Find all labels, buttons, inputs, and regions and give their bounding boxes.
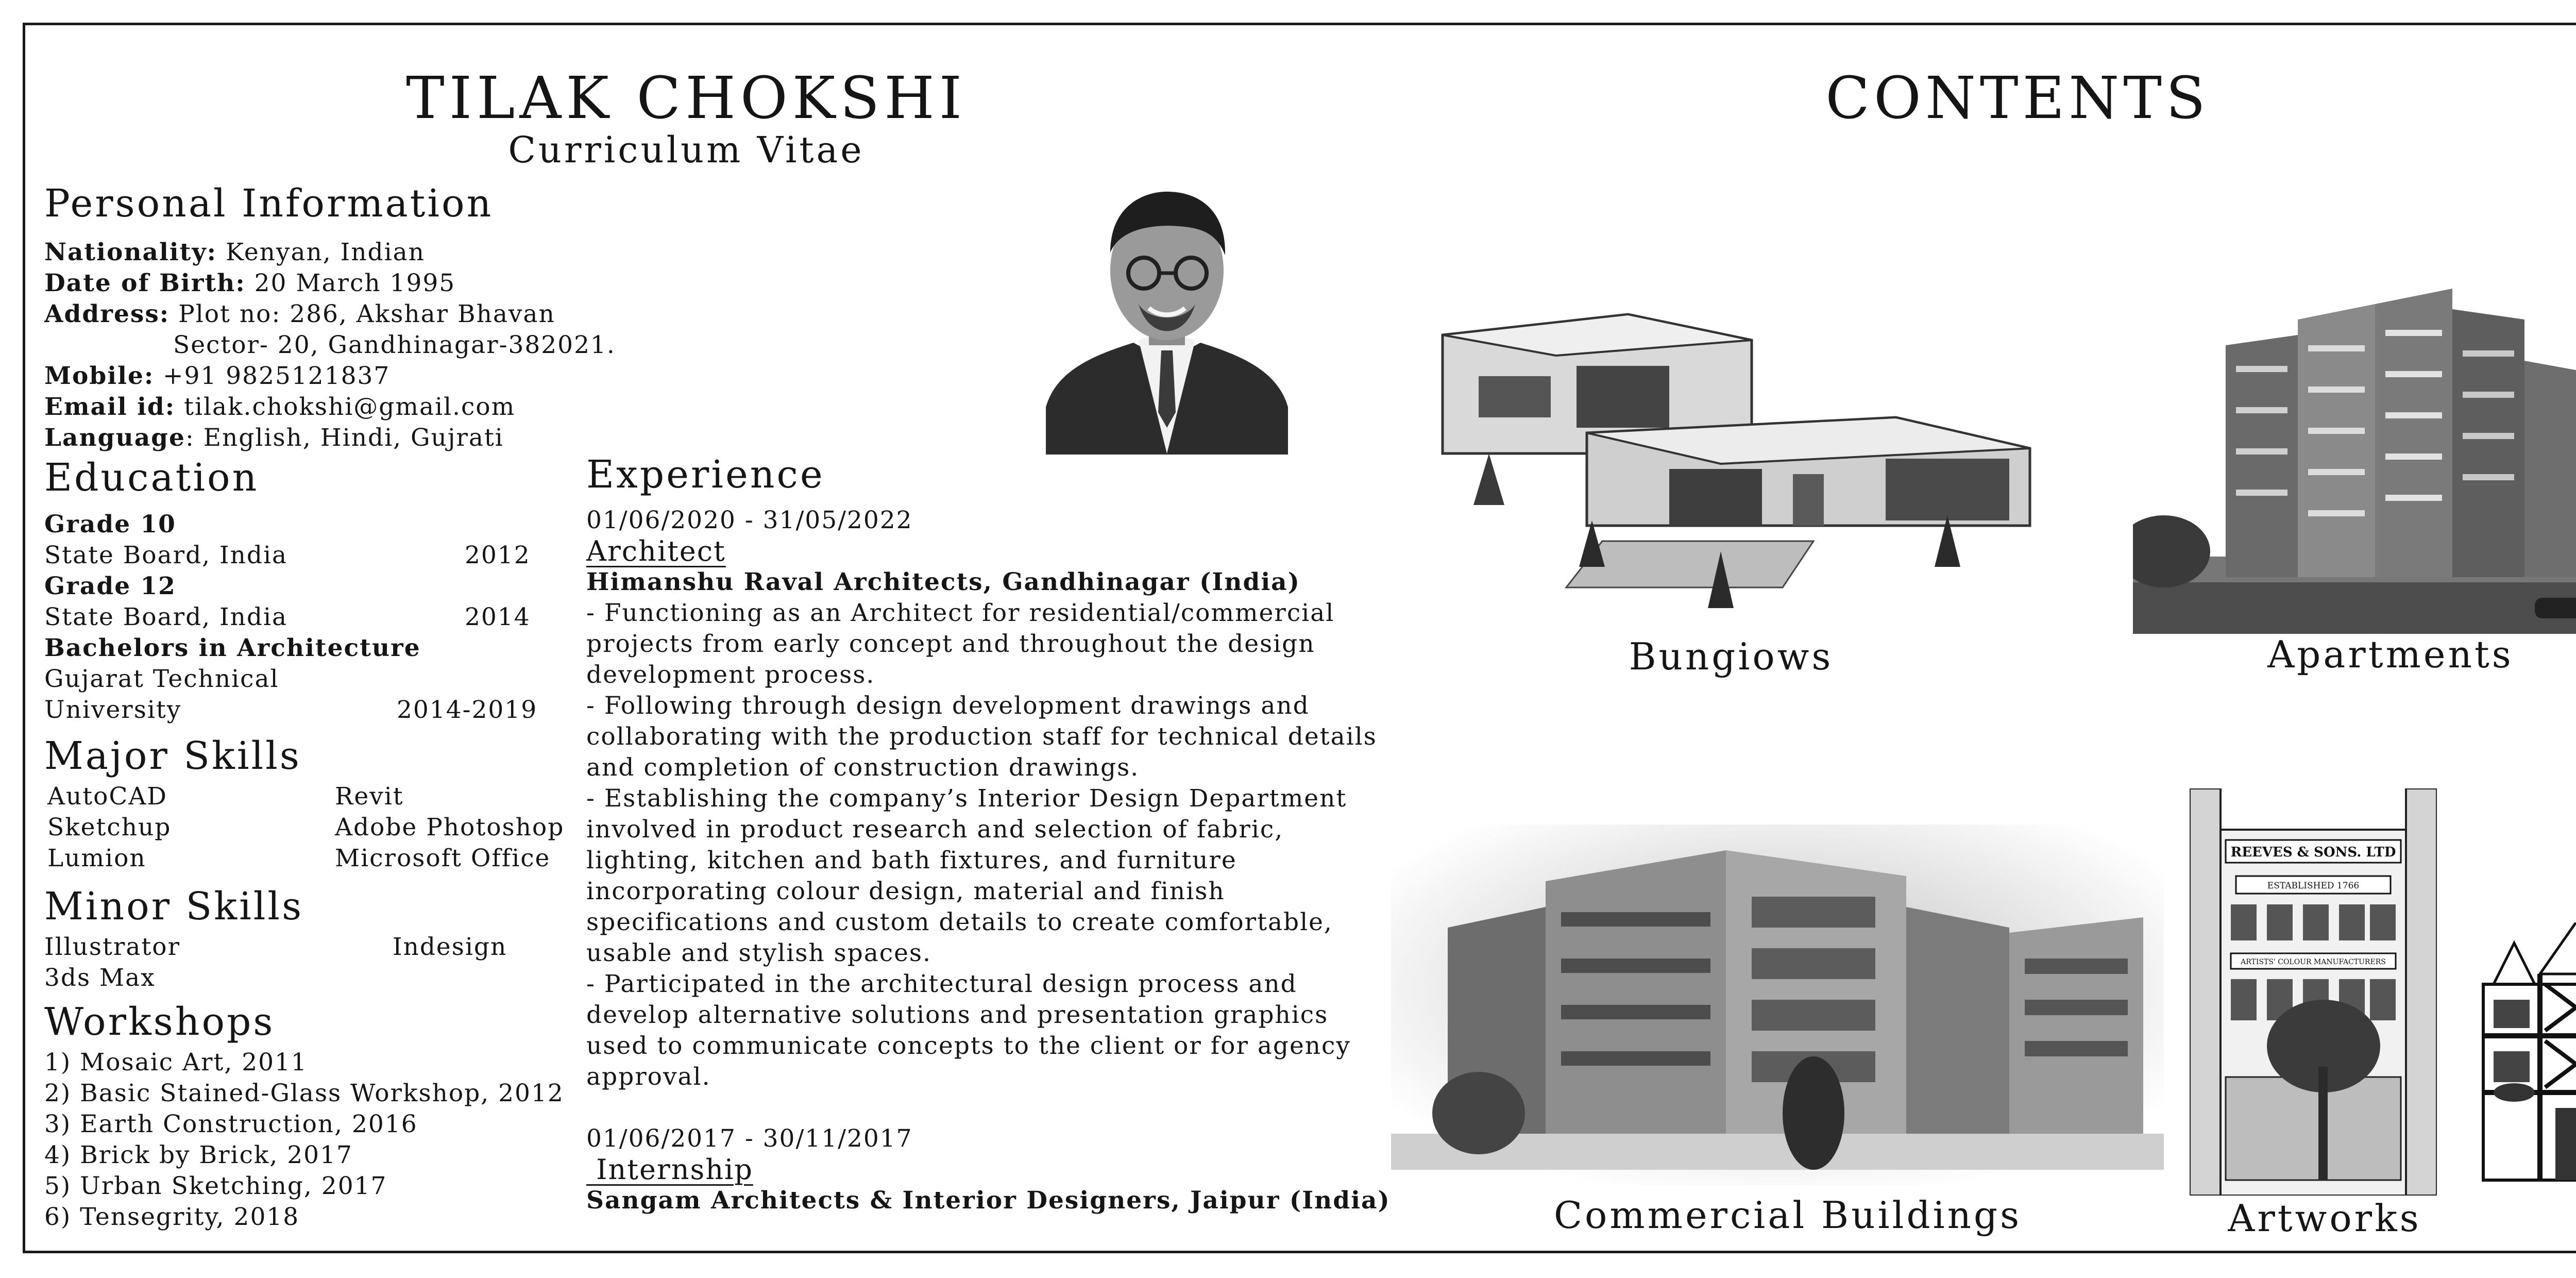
skill-item: Revit — [335, 782, 404, 811]
minor-skills-col1 — [44, 932, 180, 994]
job1-line: collaborating with the production staff for technical details — [586, 722, 1377, 751]
commercial-image — [1391, 825, 2164, 1185]
edu-grade12-title: Grade 12 — [44, 572, 176, 600]
job1-line: - Functioning as an Architect for residential/commercial — [586, 599, 1335, 627]
edu-bachelors-board2: University — [44, 696, 182, 724]
personal-info-heading: Personal Information — [44, 181, 494, 226]
job1-line: - Following through design development drawings and — [586, 692, 1310, 720]
job1-line: projects from early concept and throughout the design — [586, 630, 1315, 658]
skill-item: Illustrator — [44, 933, 181, 961]
education-block — [44, 509, 538, 726]
major-skills-col2 — [335, 781, 564, 874]
workshop-item: 3) Earth Construction, 2016 — [44, 1110, 418, 1138]
education-heading: Education — [44, 456, 259, 500]
language-value: : English, Hindi, Gujrati — [185, 424, 504, 452]
address-line2: Sector- 20, Gandhinagar-382021. — [173, 331, 616, 359]
section-label-artworks[interactable]: Artworks — [2228, 1197, 2421, 1240]
nationality-value: Kenyan, Indian — [225, 238, 425, 266]
workshop-item: 5) Urban Sketching, 2017 — [44, 1172, 387, 1200]
section-label-apartments[interactable]: Apartments — [2267, 633, 2514, 676]
cv-name: TILAK CHOKSHI — [406, 65, 967, 132]
job1-line: develop alternative solutions and presentation graphics — [586, 1001, 1329, 1029]
major-skills-col1 — [47, 781, 171, 874]
skill-item: Lumion — [47, 844, 146, 872]
job1-line: lighting, kitchen and bath fixtures, and furniture — [586, 846, 1237, 875]
job1-line: incorporating colour design, material and finish — [586, 877, 1225, 905]
edu-grade10-year: 2012 — [465, 541, 531, 569]
major-skills-heading: Major Skills — [44, 734, 301, 778]
shopfront-sketch — [2190, 788, 2437, 1196]
language-label: Language — [44, 424, 185, 452]
mobile-label: Mobile: — [44, 362, 155, 390]
mobile-value: +91 9825121837 — [163, 362, 391, 390]
job2-company: Sangam Architects & Interior Designers, Jaipur (India) — [586, 1186, 1391, 1215]
job1-line: involved in product research and selection of fabric, — [586, 815, 1284, 844]
workshop-item: 2) Basic Stained-Glass Workshop, 2012 — [44, 1079, 564, 1107]
job1-line: - Participated in the architectural design process and — [586, 970, 1297, 998]
apartments-photo — [2133, 289, 2576, 634]
nationality-label: Nationality: — [44, 238, 217, 266]
section-label-commercial[interactable]: Commercial Buildings — [1553, 1193, 2022, 1237]
job2-role: Internship — [586, 1153, 753, 1186]
artwork-sign-mid: ESTABLISHED 1766 — [2267, 881, 2360, 891]
skill-item: Adobe Photoshop — [335, 813, 565, 842]
bungalow-sketch — [1432, 299, 2040, 639]
workshop-item: 6) Tensegrity, 2018 — [44, 1203, 300, 1231]
workshops-list — [44, 1047, 564, 1233]
job1-dates: 01/06/2020 - 31/05/2022 — [586, 506, 913, 534]
dob-label: Date of Birth: — [44, 269, 246, 297]
tudor-house-sketch — [2473, 922, 2576, 1190]
artwork-shopfront-image — [2190, 788, 2437, 1196]
skill-item: 3ds Max — [44, 964, 156, 992]
edu-bachelors-board: Gujarat Technical — [44, 665, 279, 693]
skill-item: Indesign — [393, 933, 507, 961]
section-label-bungalows[interactable]: Bungiows — [1629, 635, 1834, 678]
apartments-image — [2133, 289, 2576, 634]
experience-heading: Experience — [586, 452, 825, 497]
edu-bachelors-title: Bachelors in Architecture — [44, 634, 421, 662]
workshop-item: 1) Mosaic Art, 2011 — [44, 1048, 308, 1077]
dob-value: 20 March 1995 — [254, 269, 456, 297]
skill-item: AutoCAD — [47, 782, 167, 811]
job1-line: - Establishing the company’s Interior Design Department — [586, 784, 1347, 813]
commercial-render — [1391, 825, 2164, 1185]
artwork-tudor-image — [2473, 922, 2576, 1190]
edu-grade12-year: 2014 — [465, 603, 531, 631]
job1-line: and completion of construction drawings. — [586, 753, 1140, 782]
workshop-item: 4) Brick by Brick, 2017 — [44, 1141, 353, 1169]
email-label: Email id: — [44, 393, 176, 421]
address-line1: Plot no: 286, Akshar Bhavan — [178, 300, 555, 328]
job1-line: approval. — [586, 1063, 711, 1091]
job1-line: specifications and custom details to create comfortable, — [586, 908, 1333, 936]
edu-grade10-title: Grade 10 — [44, 510, 176, 539]
bungalow-image — [1432, 299, 2040, 639]
skill-item: Microsoft Office — [335, 844, 551, 872]
job2-dates: 01/06/2017 - 30/11/2017 — [586, 1124, 913, 1153]
minor-skills-col2 — [393, 932, 507, 963]
artwork-sign-top: REEVES & SONS. LTD — [2230, 845, 2396, 860]
portrait-illustration — [1046, 186, 1288, 455]
job1-line: development process. — [586, 661, 875, 689]
profile-photo — [1046, 186, 1288, 455]
cv-subtitle: Curriculum Vitae — [508, 129, 865, 171]
personal-info-block — [44, 237, 616, 453]
workshops-heading: Workshops — [44, 1000, 275, 1044]
skill-item: Sketchup — [47, 813, 172, 842]
minor-skills-heading: Minor Skills — [44, 884, 304, 929]
job1-line: usable and stylish spaces. — [586, 939, 931, 967]
job1-role: Architect — [586, 535, 726, 567]
job1-line: used to communicate concepts to the client or for agency — [586, 1032, 1351, 1060]
contents-title: CONTENTS — [1825, 65, 2210, 132]
edu-grade10-board: State Board, India — [44, 541, 288, 569]
edu-grade12-board: State Board, India — [44, 603, 288, 631]
job1-company: Himanshu Raval Architects, Gandhinagar (India) — [586, 568, 1300, 596]
email-value: tilak.chokshi@gmail.com — [184, 393, 516, 421]
edu-bachelors-year: 2014-2019 — [397, 696, 538, 724]
artwork-sign-low: ARTISTS' COLOUR MANUFACTURERS — [2241, 958, 2386, 966]
address-label: Address: — [44, 300, 170, 328]
experience-block — [586, 505, 1391, 1216]
